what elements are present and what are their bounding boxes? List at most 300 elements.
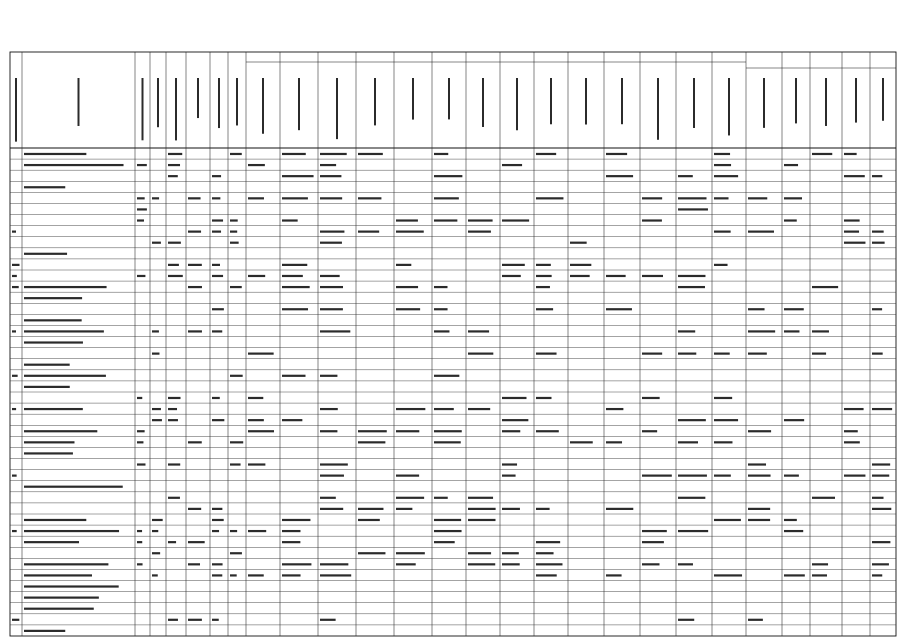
cell-ink-mark (396, 219, 418, 221)
cell-ink-mark (536, 197, 563, 199)
cell-ink-mark (24, 297, 82, 299)
cell-ink-mark (24, 608, 94, 610)
cell-ink-mark (468, 231, 491, 233)
cell-ink-mark (137, 197, 145, 199)
cell-ink-mark (812, 353, 826, 355)
cell-ink-mark (320, 408, 338, 410)
cell-ink-mark (320, 231, 344, 233)
cell-ink-mark (282, 574, 301, 576)
cell-ink-mark (358, 153, 383, 155)
cell-ink-mark (606, 508, 633, 510)
cell-ink-mark (320, 563, 348, 565)
cell-ink-mark (396, 497, 424, 499)
cell-ink-mark (188, 619, 202, 621)
header-ink-mark (374, 78, 376, 125)
cell-ink-mark (152, 574, 158, 576)
cell-ink-mark (748, 330, 775, 332)
cell-ink-mark (678, 175, 693, 177)
cell-ink-mark (168, 275, 183, 277)
cell-ink-mark (606, 275, 626, 277)
cell-ink-mark (502, 164, 522, 166)
cell-ink-mark (748, 475, 771, 477)
cell-ink-mark (282, 419, 302, 421)
cell-ink-mark (24, 574, 92, 576)
header-ink-mark (15, 78, 17, 142)
header-ink-mark (197, 78, 199, 118)
header-ink-mark (693, 78, 695, 128)
cell-ink-mark (570, 441, 593, 443)
cell-ink-mark (502, 463, 517, 465)
cell-ink-mark (536, 508, 550, 510)
cell-ink-mark (248, 574, 264, 576)
header-ink-mark (157, 78, 159, 127)
cell-ink-mark (248, 197, 264, 199)
cell-ink-mark (642, 397, 660, 399)
cell-ink-mark (282, 275, 303, 277)
cell-ink-mark (320, 175, 341, 177)
cell-ink-mark (24, 541, 79, 543)
cell-ink-mark (468, 563, 495, 565)
cell-ink-mark (188, 231, 201, 233)
cell-ink-mark (320, 286, 343, 288)
cell-ink-mark (468, 330, 489, 332)
cell-ink-mark (320, 308, 343, 310)
cell-ink-mark (434, 330, 449, 332)
cell-ink-mark (784, 574, 805, 576)
cell-ink-mark (434, 153, 448, 155)
cell-ink-mark (872, 541, 890, 543)
cell-ink-mark (188, 508, 201, 510)
cell-ink-mark (784, 519, 797, 521)
cell-ink-mark (642, 219, 662, 221)
cell-ink-mark (137, 397, 142, 399)
cell-ink-mark (358, 441, 385, 443)
cell-ink-mark (282, 286, 310, 288)
cell-ink-mark (137, 463, 145, 465)
cell-ink-mark (714, 475, 731, 477)
header-ink-mark (657, 78, 659, 140)
cell-ink-mark (502, 275, 521, 277)
cell-ink-mark (844, 153, 857, 155)
cell-ink-mark (24, 330, 104, 332)
cell-ink-mark (282, 153, 306, 155)
cell-ink-mark (536, 552, 554, 554)
cell-ink-mark (396, 563, 416, 565)
cell-ink-mark (24, 430, 97, 432)
cell-ink-mark (212, 275, 223, 277)
cell-ink-mark (12, 475, 17, 477)
cell-ink-mark (434, 519, 461, 521)
cell-ink-mark (434, 375, 459, 377)
header-ink-mark (448, 78, 450, 119)
cell-ink-mark (137, 164, 147, 166)
header-ink-mark (585, 78, 587, 125)
cell-ink-mark (320, 164, 336, 166)
cell-ink-mark (168, 153, 182, 155)
cell-ink-mark (168, 175, 178, 177)
cell-ink-mark (212, 197, 220, 199)
cell-ink-mark (24, 153, 86, 155)
cell-ink-mark (714, 419, 738, 421)
cell-ink-mark (24, 364, 70, 366)
cell-ink-mark (24, 164, 124, 166)
cell-ink-mark (678, 530, 708, 532)
cell-ink-mark (230, 242, 239, 244)
cell-ink-mark (212, 530, 219, 532)
cell-ink-mark (812, 153, 832, 155)
cell-ink-mark (748, 619, 763, 621)
cell-ink-mark (282, 375, 306, 377)
cell-ink-mark (230, 219, 238, 221)
cell-ink-mark (502, 508, 520, 510)
cell-ink-mark (434, 308, 448, 310)
cell-ink-mark (678, 441, 698, 443)
cell-ink-mark (168, 463, 180, 465)
cell-ink-mark (24, 519, 86, 521)
cell-ink-mark (24, 386, 70, 388)
cell-ink-mark (168, 619, 178, 621)
cell-ink-mark (872, 497, 884, 499)
cell-ink-mark (812, 563, 828, 565)
cell-ink-mark (248, 530, 266, 532)
header-ink-mark (621, 78, 623, 124)
cell-ink-mark (137, 275, 145, 277)
cell-ink-mark (168, 408, 177, 410)
cell-ink-mark (24, 563, 108, 565)
cell-ink-mark (678, 563, 693, 565)
cell-ink-mark (678, 497, 705, 499)
cell-ink-mark (714, 197, 729, 199)
header-ink-mark (336, 78, 338, 139)
cell-ink-mark (748, 197, 767, 199)
cell-ink-mark (678, 353, 696, 355)
cell-ink-mark (212, 219, 223, 221)
cell-ink-mark (137, 441, 143, 443)
cell-ink-mark (282, 219, 298, 221)
cell-ink-mark (24, 375, 106, 377)
cell-ink-mark (396, 308, 420, 310)
cell-ink-mark (642, 475, 672, 477)
cell-ink-mark (714, 397, 732, 399)
cell-ink-mark (642, 197, 662, 199)
cell-ink-mark (784, 530, 803, 532)
cell-ink-mark (358, 197, 381, 199)
cell-ink-mark (502, 219, 529, 221)
cell-ink-mark (434, 286, 448, 288)
header-ink-mark (175, 78, 177, 140)
cell-ink-mark (844, 231, 859, 233)
cell-ink-mark (872, 463, 890, 465)
cell-ink-mark (320, 375, 337, 377)
cell-ink-mark (282, 541, 300, 543)
cell-ink-mark (188, 197, 201, 199)
header-ink-mark (825, 78, 827, 126)
cell-ink-mark (358, 231, 379, 233)
cell-ink-mark (12, 619, 19, 621)
cell-ink-mark (152, 408, 161, 410)
cell-ink-mark (468, 408, 490, 410)
cell-ink-mark (320, 275, 340, 277)
cell-ink-mark (784, 419, 804, 421)
header-ink-mark (763, 78, 765, 128)
cell-ink-mark (320, 497, 336, 499)
cell-ink-mark (212, 519, 224, 521)
header-ink-mark (298, 78, 300, 130)
cell-ink-mark (748, 308, 765, 310)
cell-ink-mark (784, 219, 797, 221)
cell-ink-mark (872, 308, 882, 310)
cell-ink-mark (282, 308, 308, 310)
header-ink-mark (882, 78, 884, 121)
cell-ink-mark (434, 497, 448, 499)
cell-ink-mark (137, 563, 143, 565)
cell-ink-mark (434, 530, 462, 532)
cell-ink-mark (248, 397, 263, 399)
cell-ink-mark (248, 430, 274, 432)
cell-ink-mark (502, 475, 516, 477)
cell-ink-mark (468, 508, 496, 510)
cell-ink-mark (248, 275, 265, 277)
cell-ink-mark (872, 508, 891, 510)
cell-ink-mark (872, 563, 889, 565)
cell-ink-mark (872, 175, 882, 177)
header-ink-mark (78, 78, 80, 126)
cell-ink-mark (536, 430, 559, 432)
cell-ink-mark (812, 286, 838, 288)
cell-ink-mark (502, 552, 519, 554)
cell-ink-mark (248, 463, 265, 465)
cell-ink-mark (168, 541, 176, 543)
cell-ink-mark (137, 541, 142, 543)
cell-ink-mark (606, 153, 627, 155)
cell-ink-mark (168, 242, 181, 244)
cell-ink-mark (152, 242, 161, 244)
cell-ink-mark (872, 574, 882, 576)
cell-ink-mark (12, 275, 17, 277)
cell-ink-mark (24, 408, 83, 410)
cell-ink-mark (230, 286, 242, 288)
cell-ink-mark (24, 630, 65, 632)
cell-ink-mark (434, 541, 455, 543)
cell-ink-mark (714, 164, 731, 166)
cell-ink-mark (468, 219, 493, 221)
cell-ink-mark (396, 430, 419, 432)
cell-ink-mark (396, 475, 419, 477)
cell-ink-mark (606, 308, 632, 310)
cell-ink-mark (642, 563, 660, 565)
cell-ink-mark (12, 286, 19, 288)
cell-ink-mark (748, 353, 767, 355)
cell-ink-mark (434, 197, 459, 199)
header-ink-mark (855, 78, 857, 123)
cell-ink-mark (320, 197, 342, 199)
cell-ink-mark (714, 574, 742, 576)
cell-ink-mark (188, 541, 205, 543)
cell-ink-mark (358, 519, 380, 521)
cell-ink-mark (536, 574, 557, 576)
cell-ink-mark (188, 441, 202, 443)
cell-ink-mark (212, 563, 223, 565)
header-ink-mark (795, 78, 797, 123)
cell-ink-mark (188, 264, 202, 266)
header-ink-mark (482, 78, 484, 127)
cell-ink-mark (678, 330, 695, 332)
cell-ink-mark (536, 563, 562, 565)
header-ink-mark (550, 78, 552, 124)
cell-ink-mark (168, 397, 181, 399)
cell-ink-mark (12, 231, 16, 233)
cell-ink-mark (784, 197, 802, 199)
cell-ink-mark (282, 197, 308, 199)
cell-ink-mark (152, 353, 159, 355)
cell-ink-mark (230, 375, 243, 377)
cell-ink-mark (844, 441, 860, 443)
cell-ink-mark (248, 419, 264, 421)
cell-ink-mark (714, 441, 732, 443)
cell-ink-mark (434, 430, 462, 432)
cell-ink-mark (784, 475, 799, 477)
cell-ink-mark (570, 275, 590, 277)
cell-ink-mark (212, 397, 220, 399)
cell-ink-mark (872, 408, 892, 410)
cell-ink-mark (396, 286, 418, 288)
cell-ink-mark (282, 519, 310, 521)
cell-ink-mark (748, 519, 770, 521)
cell-ink-mark (152, 519, 163, 521)
header-ink-mark (262, 78, 264, 134)
cell-ink-mark (642, 541, 664, 543)
cell-ink-mark (606, 441, 622, 443)
cell-ink-mark (212, 308, 224, 310)
cell-ink-mark (844, 242, 865, 244)
cell-ink-mark (434, 441, 461, 443)
cell-ink-mark (12, 330, 16, 332)
cell-ink-mark (434, 175, 462, 177)
cell-ink-mark (24, 452, 73, 454)
cell-ink-mark (468, 353, 493, 355)
cell-ink-mark (320, 242, 342, 244)
cell-ink-mark (212, 330, 222, 332)
cell-ink-mark (358, 552, 385, 554)
cell-ink-mark (230, 574, 237, 576)
cell-ink-mark (188, 286, 202, 288)
cell-ink-mark (212, 508, 222, 510)
cell-ink-mark (536, 308, 553, 310)
cell-ink-mark (24, 186, 65, 188)
cell-ink-mark (784, 164, 798, 166)
cell-ink-mark (212, 231, 221, 233)
cell-ink-mark (642, 430, 657, 432)
header-ink-mark (218, 78, 220, 128)
cell-ink-mark (212, 619, 219, 621)
cell-ink-mark (844, 430, 858, 432)
cell-ink-mark (642, 530, 667, 532)
cell-ink-mark (230, 552, 242, 554)
cell-marks (12, 78, 892, 632)
cell-ink-mark (24, 253, 67, 255)
cell-ink-mark (212, 175, 221, 177)
cell-ink-mark (320, 153, 347, 155)
header-ink-mark (728, 78, 730, 135)
cell-ink-mark (536, 264, 551, 266)
cell-ink-mark (714, 519, 741, 521)
cell-ink-mark (502, 419, 528, 421)
cell-ink-mark (358, 508, 383, 510)
cell-ink-mark (24, 441, 74, 443)
cell-ink-mark (642, 275, 663, 277)
cell-ink-mark (434, 219, 457, 221)
cell-ink-mark (844, 408, 864, 410)
cell-ink-mark (320, 330, 350, 332)
cell-ink-mark (212, 419, 224, 421)
cell-ink-mark (714, 353, 730, 355)
cell-ink-mark (570, 242, 587, 244)
cell-ink-mark (12, 375, 18, 377)
cell-ink-mark (282, 264, 307, 266)
cell-ink-mark (748, 508, 770, 510)
cell-ink-mark (606, 175, 633, 177)
cell-ink-mark (248, 164, 265, 166)
cell-ink-mark (678, 197, 706, 199)
cell-ink-mark (748, 463, 766, 465)
cell-ink-mark (844, 175, 865, 177)
cell-ink-mark (358, 430, 387, 432)
cell-ink-mark (152, 530, 158, 532)
cell-ink-mark (570, 264, 591, 266)
cell-ink-mark (872, 242, 885, 244)
cell-ink-mark (396, 508, 412, 510)
cell-ink-mark (24, 585, 119, 587)
cell-ink-mark (320, 619, 336, 621)
cell-ink-mark (230, 441, 243, 443)
cell-ink-mark (536, 286, 550, 288)
cell-ink-mark (320, 430, 337, 432)
cell-ink-mark (12, 408, 16, 410)
cell-ink-mark (748, 231, 774, 233)
cell-ink-mark (137, 530, 142, 532)
cell-ink-mark (137, 208, 147, 210)
cell-ink-mark (24, 286, 107, 288)
cell-ink-mark (168, 164, 180, 166)
cell-ink-mark (320, 574, 351, 576)
cell-ink-mark (396, 231, 424, 233)
cell-ink-mark (502, 430, 520, 432)
cell-ink-mark (396, 264, 411, 266)
cell-ink-mark (784, 330, 799, 332)
cell-ink-mark (396, 552, 425, 554)
cell-ink-mark (24, 597, 99, 599)
cell-ink-mark (872, 231, 884, 233)
cell-ink-mark (188, 563, 200, 565)
cell-ink-mark (536, 353, 557, 355)
cell-ink-mark (230, 530, 237, 532)
cell-ink-mark (12, 530, 17, 532)
cell-ink-mark (152, 330, 159, 332)
cell-ink-mark (320, 463, 348, 465)
cell-ink-mark (230, 153, 242, 155)
cell-ink-mark (678, 286, 705, 288)
cell-ink-mark (24, 486, 123, 488)
cell-ink-mark (152, 197, 159, 199)
cell-ink-mark (320, 508, 343, 510)
cell-ink-mark (282, 175, 314, 177)
cell-ink-mark (678, 208, 708, 210)
cell-ink-mark (748, 430, 771, 432)
cell-ink-mark (678, 619, 694, 621)
cell-ink-mark (434, 408, 454, 410)
cell-ink-mark (606, 408, 623, 410)
cell-ink-mark (784, 308, 804, 310)
